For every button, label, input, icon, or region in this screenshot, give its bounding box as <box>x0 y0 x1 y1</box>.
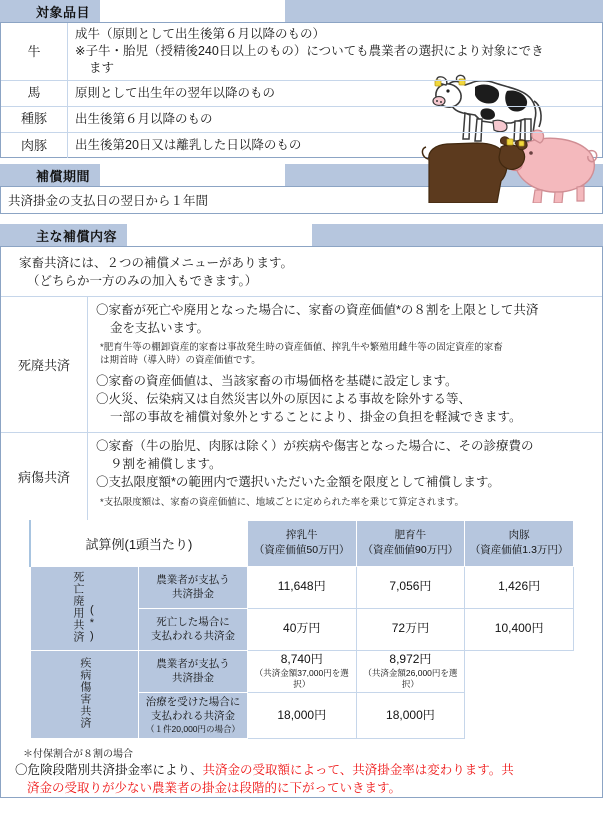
period-text: 共済掛金の支払日の翌日から１年間 <box>8 194 209 208</box>
column-subvalue: （資産価値50万円） <box>253 544 350 557</box>
table-row <box>30 650 574 692</box>
animal-description: 出生後第６月以降のもの <box>68 106 603 132</box>
row-label-line1: 治療を受けた場合に <box>145 695 241 708</box>
column-name: 肉豚 <box>508 528 530 541</box>
point-text: 〇家畜の資産価値は、当該家畜の市場価格を基礎に設定します。 <box>96 373 458 388</box>
intro-line-2: （どちらか一方のみの加入もできます。） <box>27 274 258 289</box>
coverage-panel <box>0 246 603 798</box>
column-name: 搾乳牛 <box>285 528 318 541</box>
value-main: 8,740円 <box>280 652 323 667</box>
table-row <box>1 433 602 520</box>
row-label-line1: 死亡した場合に <box>156 615 230 628</box>
row-label-line2: 共済掛金 <box>172 588 215 601</box>
animal-description <box>68 23 603 80</box>
section-target-animals <box>0 0 603 158</box>
row-label-line1: 農業者が支払う <box>156 657 230 670</box>
value-sub: （共済金額26,000円を選択） <box>363 667 458 689</box>
value-main: 7,056円 <box>389 579 432 594</box>
animal-description: 出生後第20日又は離乳した日以降のもの <box>75 137 302 152</box>
table-row <box>1 80 602 106</box>
animal-category: 肉豚 <box>1 132 68 158</box>
coverage-point <box>96 391 596 426</box>
value-main: 72万円 <box>391 621 430 636</box>
column-header-dairy-cow <box>247 520 356 566</box>
section-title-target: 対象品目 <box>36 4 91 20</box>
value-main: 18,000円 <box>386 707 435 722</box>
animal-category: 馬 <box>1 80 68 106</box>
coverage-name-byosho: 病傷共済 <box>1 433 88 520</box>
target-panel <box>0 22 603 158</box>
target-animals-table <box>1 23 602 158</box>
tab-notch <box>100 164 285 186</box>
value-cell-empty <box>465 650 574 692</box>
row-label-tiny: （１件20,000円の場合） <box>146 724 241 735</box>
value-cell <box>247 692 356 738</box>
period-panel <box>0 186 603 214</box>
table-row <box>1 297 602 433</box>
tab-notch <box>127 224 312 246</box>
value-main: 40万円 <box>283 621 321 636</box>
point-text: 〇火災、伝染病又は自然災害以外の原因による事故を除外する等、 <box>96 392 472 407</box>
animal-description: 原則として出生年の翌年以降のもの <box>68 80 603 106</box>
group-label-mark: (*) <box>85 603 98 643</box>
section-premium-example <box>29 520 574 739</box>
value-cell <box>356 566 465 608</box>
group-label-sickness-injury <box>30 650 139 738</box>
point-text-cont: 一部の事故を補償対象外とすることにより、掛金の負担を軽減できます。 <box>110 409 522 424</box>
row-label-premium-paid <box>139 650 248 692</box>
value-cell <box>247 608 356 650</box>
value-cell <box>465 566 574 608</box>
column-header-pork-pig <box>465 520 574 566</box>
table-row <box>1 132 602 158</box>
column-header-beef-cow <box>356 520 465 566</box>
point-text: 〇家畜（牛の胎児、肉豚は除く）が疾病や傷害となった場合に、その診療費の <box>96 439 534 454</box>
value-cell <box>247 650 356 692</box>
coverage-point <box>96 373 596 391</box>
value-cell <box>356 608 465 650</box>
intro-line-1: 家畜共済には、２つの補償メニューがあります。 <box>19 256 294 270</box>
section-main-coverage <box>0 224 603 798</box>
coverage-body-byosho <box>88 433 603 520</box>
value-cell <box>356 650 465 692</box>
point-text-cont: 金を支払います。 <box>110 320 210 335</box>
table-header-row <box>30 520 574 566</box>
section-coverage-period <box>0 164 603 214</box>
coverage-footnote <box>96 342 596 368</box>
footnote-star: ＊付保割合が８割の場合 <box>23 748 133 760</box>
value-main: 11,648円 <box>277 579 326 594</box>
coverage-point <box>96 474 596 492</box>
value-cell-empty <box>465 692 574 738</box>
desc-line-1: 成牛（原則として出生後第６月以降のもの） <box>75 27 326 41</box>
row-label-treatment-benefit <box>139 692 248 738</box>
premium-example-table <box>29 520 574 739</box>
table-row <box>1 106 602 132</box>
row-label-death-benefit <box>139 608 248 650</box>
desc-line-2: ※子牛・胎児（授精後240日以上のもの）についても農業者の選択により対象にでき <box>75 43 544 58</box>
column-subvalue: （資産価値90万円） <box>362 544 459 557</box>
section-header-target <box>0 0 603 22</box>
point-text-cont: ９割を補償します。 <box>110 456 222 471</box>
footer-notes <box>1 739 602 797</box>
section-title-period: 補償期間 <box>36 168 91 184</box>
coverage-point <box>96 302 596 337</box>
column-subvalue: （資産価値1.3万円） <box>469 544 569 557</box>
footnote-text: *肥育牛等の棚卸資産的家畜は事故発生時の資産価値、搾乳牛や繁殖用雌牛等の固定資産的家畜 <box>100 342 503 354</box>
footnote-text: *支払限度額は、家畜の資産価値に、地域ごとに定められた率を乗じて算定されます。 <box>100 496 464 508</box>
coverage-point <box>96 438 596 473</box>
table-row <box>1 23 602 80</box>
coverage-name-shihai: 死廃共済 <box>1 297 88 433</box>
section-header-period <box>0 164 603 186</box>
value-main: 8,972円 <box>389 652 432 667</box>
section-title-coverage: 主な補償内容 <box>36 228 118 244</box>
tab-filler <box>285 164 603 186</box>
tab-notch <box>100 0 285 22</box>
coverage-detail-table <box>1 297 602 519</box>
example-title: 試算例(1頭当たり) <box>30 520 247 566</box>
tab-filler <box>285 0 603 22</box>
row-label-premium-paid <box>139 566 248 608</box>
table-row <box>30 566 574 608</box>
desc-line-3: ます <box>89 60 115 75</box>
value-main: 10,400円 <box>494 621 544 636</box>
coverage-intro <box>1 247 602 297</box>
coverage-body-shihai <box>88 297 603 433</box>
section-header-coverage <box>0 224 603 246</box>
spacer <box>0 214 603 224</box>
footnote-text-cont: は期首時（導入時）の資産価値です。 <box>100 355 261 367</box>
value-main: 18,000円 <box>277 707 327 722</box>
value-cell <box>356 692 465 738</box>
animal-category: 牛 <box>1 23 68 80</box>
point-text: 〇家畜が死亡や廃用となった場合に、家畜の資産価値*の８割を上限として共済 <box>96 303 539 318</box>
coverage-footnote <box>96 497 596 510</box>
value-cell <box>465 608 574 650</box>
value-cell <box>247 566 356 608</box>
row-label-line2: 共済掛金 <box>172 672 215 685</box>
row-label-line2: 支払われる共済金 <box>151 630 236 643</box>
footnote-main-red-2: 済金の受取りが少ない農業者の掛金は段階的に下がっていきます。 <box>27 781 402 796</box>
value-main: 1,426円 <box>498 579 541 594</box>
column-name: 肥育牛 <box>394 528 427 541</box>
footnote-main-black: 〇危険段階別共済掛金率により、 <box>15 762 203 777</box>
tab-filler <box>312 224 603 246</box>
group-label-text: 死亡廃用共済 <box>71 570 84 643</box>
group-label-text: 疾病傷害共済 <box>78 656 91 729</box>
footnote-main-red-1: 共済金の受取額によって、共済掛金率は変わります。共 <box>202 762 514 777</box>
footnote-main <box>15 761 596 797</box>
row-label-line2: 支払われる共済金 <box>151 710 236 723</box>
point-text: 〇支払限度額*の範囲内で選択いただいた金額を限度として補償します。 <box>96 475 500 490</box>
value-sub: （共済金額37,000円を選択） <box>254 667 349 689</box>
animal-category: 種豚 <box>1 106 68 132</box>
row-label-line1: 農業者が支払う <box>156 573 230 586</box>
group-label-death-disposal <box>30 566 139 650</box>
